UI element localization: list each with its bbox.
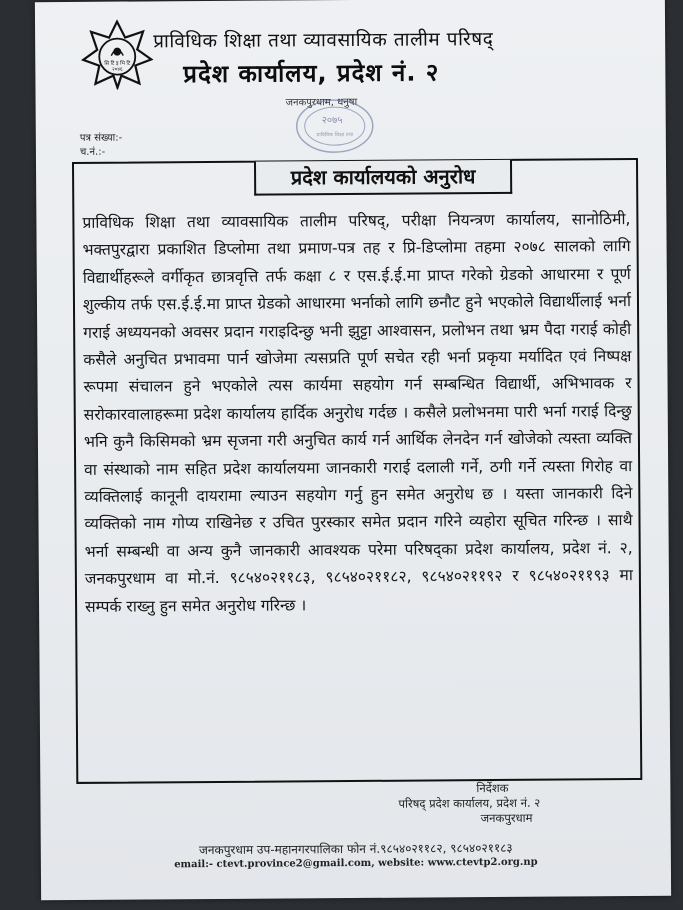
logo-text: सि टि इ भि टि — [104, 60, 131, 67]
footer-email-website: email:- ctevt.province2@gmail.com, website: www.ctevtp2.org.np — [174, 856, 538, 871]
footer-address-phone: जनकपुरधाम उप-महानगरपालिका फोन नं.९८५४०२११८२, ९८५४०२११८३ — [198, 840, 513, 858]
notice-box — [72, 158, 642, 784]
dispatch-number-label: च.नं.:- — [79, 146, 106, 158]
signatory-office: परिषद् प्रदेश कार्यालय, प्रदेश नं. २ — [398, 795, 541, 811]
org-name: प्राविधिक शिक्षा तथा व्यावसायिक तालीम परिषद् — [153, 28, 494, 53]
office-stamp — [294, 96, 376, 157]
stamp-text: प्राविधिक शिक्षा तथा — [316, 131, 354, 139]
office-address: जनकपुरधाम, धनुषा — [285, 96, 358, 109]
letter-number-label: पत्र संख्या:- — [79, 132, 123, 144]
stamp-year: २०७५ — [321, 115, 343, 127]
document-page — [35, 0, 671, 900]
notice-title: प्रदेश कार्यालयको अनुरोध — [254, 160, 512, 196]
office-name: प्रदेश कार्यालय, प्रदेश नं. २ — [183, 58, 440, 89]
logo-year: २०४६ — [112, 66, 123, 73]
signatory-place: जनकपुरधाम — [480, 810, 533, 826]
notice-body: प्राविधिक शिक्षा तथा व्यावसायिक तालीम परिषद्, परीक्षा नियन्त्रण कार्यालय, सानोठिमी, भक्तपुरद्वारा प्रकाशित डिप्लोमा तथा प्रमाण-पत्र तह र प्रि-डिप्लोमा तहमा २०७८ सालको लागि विद्यार्थीहरूले वर्गीकृत छात्रवृत्ति तर्फ कक्षा ८ र एस.ई.ई.मा प्राप्त गरेको ग्रेडको आधारमा र पूर्ण शुल्कीय तर्फ एस.ई.ई.मा प्राप्त ग्रेडको आधारमा भर्नाको लागि छनौट हुने भएकोले विद्यार्थीलाई भर्ना गराई अध्ययनको अवसर प्रदान गराइदिन्छु भनी झुट्टा आश्वासन, प्रलोभन तथा भ्रम पैदा गराई कोही कसैले अनुचित प्रभावमा पार्न खोजेमा त्यसप्रति पूर्ण सचेत रही भर्ना प्रकृया मर्यादित एवं निष्पक्ष रूपमा संचालन हुने भएकोले त्यस कार्यमा सहयोग गर्न सम्बन्धित विद्यार्थी, अभिभावक र सरोकारवालाहरूमा प्रदेश कार्यालय हार्दिक अनुरोध गर्दछ । कसैले प्रलोभनमा पारी भर्ना गराई दिन्छु भनि कुनै किसिमको भ्रम सृजना गरी अनुचित कार्य गर्न आर्थिक लेनदेन गर्न खोजेको त्यस्ता व्यक्ति वा संस्थाको नाम सहित प्रदेश कार्यालयमा जानकारी गराई दलाली गर्ने, ठगी गर्ने त्यस्ता गिरोह वा व्यक्तिलाई कानूनी दायरामा ल्याउन सहयोग गर्नु हुन समेत अनुरोध छ । यस्ता जानकारी दिने व्यक्तिको नाम गोप्य राखिनेछ र उचित पुरस्कार समेत प्रदान गरिने व्यहोरा सूचित गरिन्छ । साथै भर्ना सम्बन्धी वा अन्य कुनै जानकारी आवश्यक परेमा परिषद्का प्रदेश कार्यालय, प्रदेश नं. २, जनकपुरधाम वा मो.नं. ९८५४०२११८३, ९८५४०२११८२, ९८५४०२११९२ र ९८५४०२११९३ मा सम्पर्क राख्नु हुन समेत अनुरोध गरिन्छ । — [82, 210, 633, 616]
signatory-title: निर्देशक — [476, 780, 509, 796]
ctevt-logo — [81, 19, 153, 90]
